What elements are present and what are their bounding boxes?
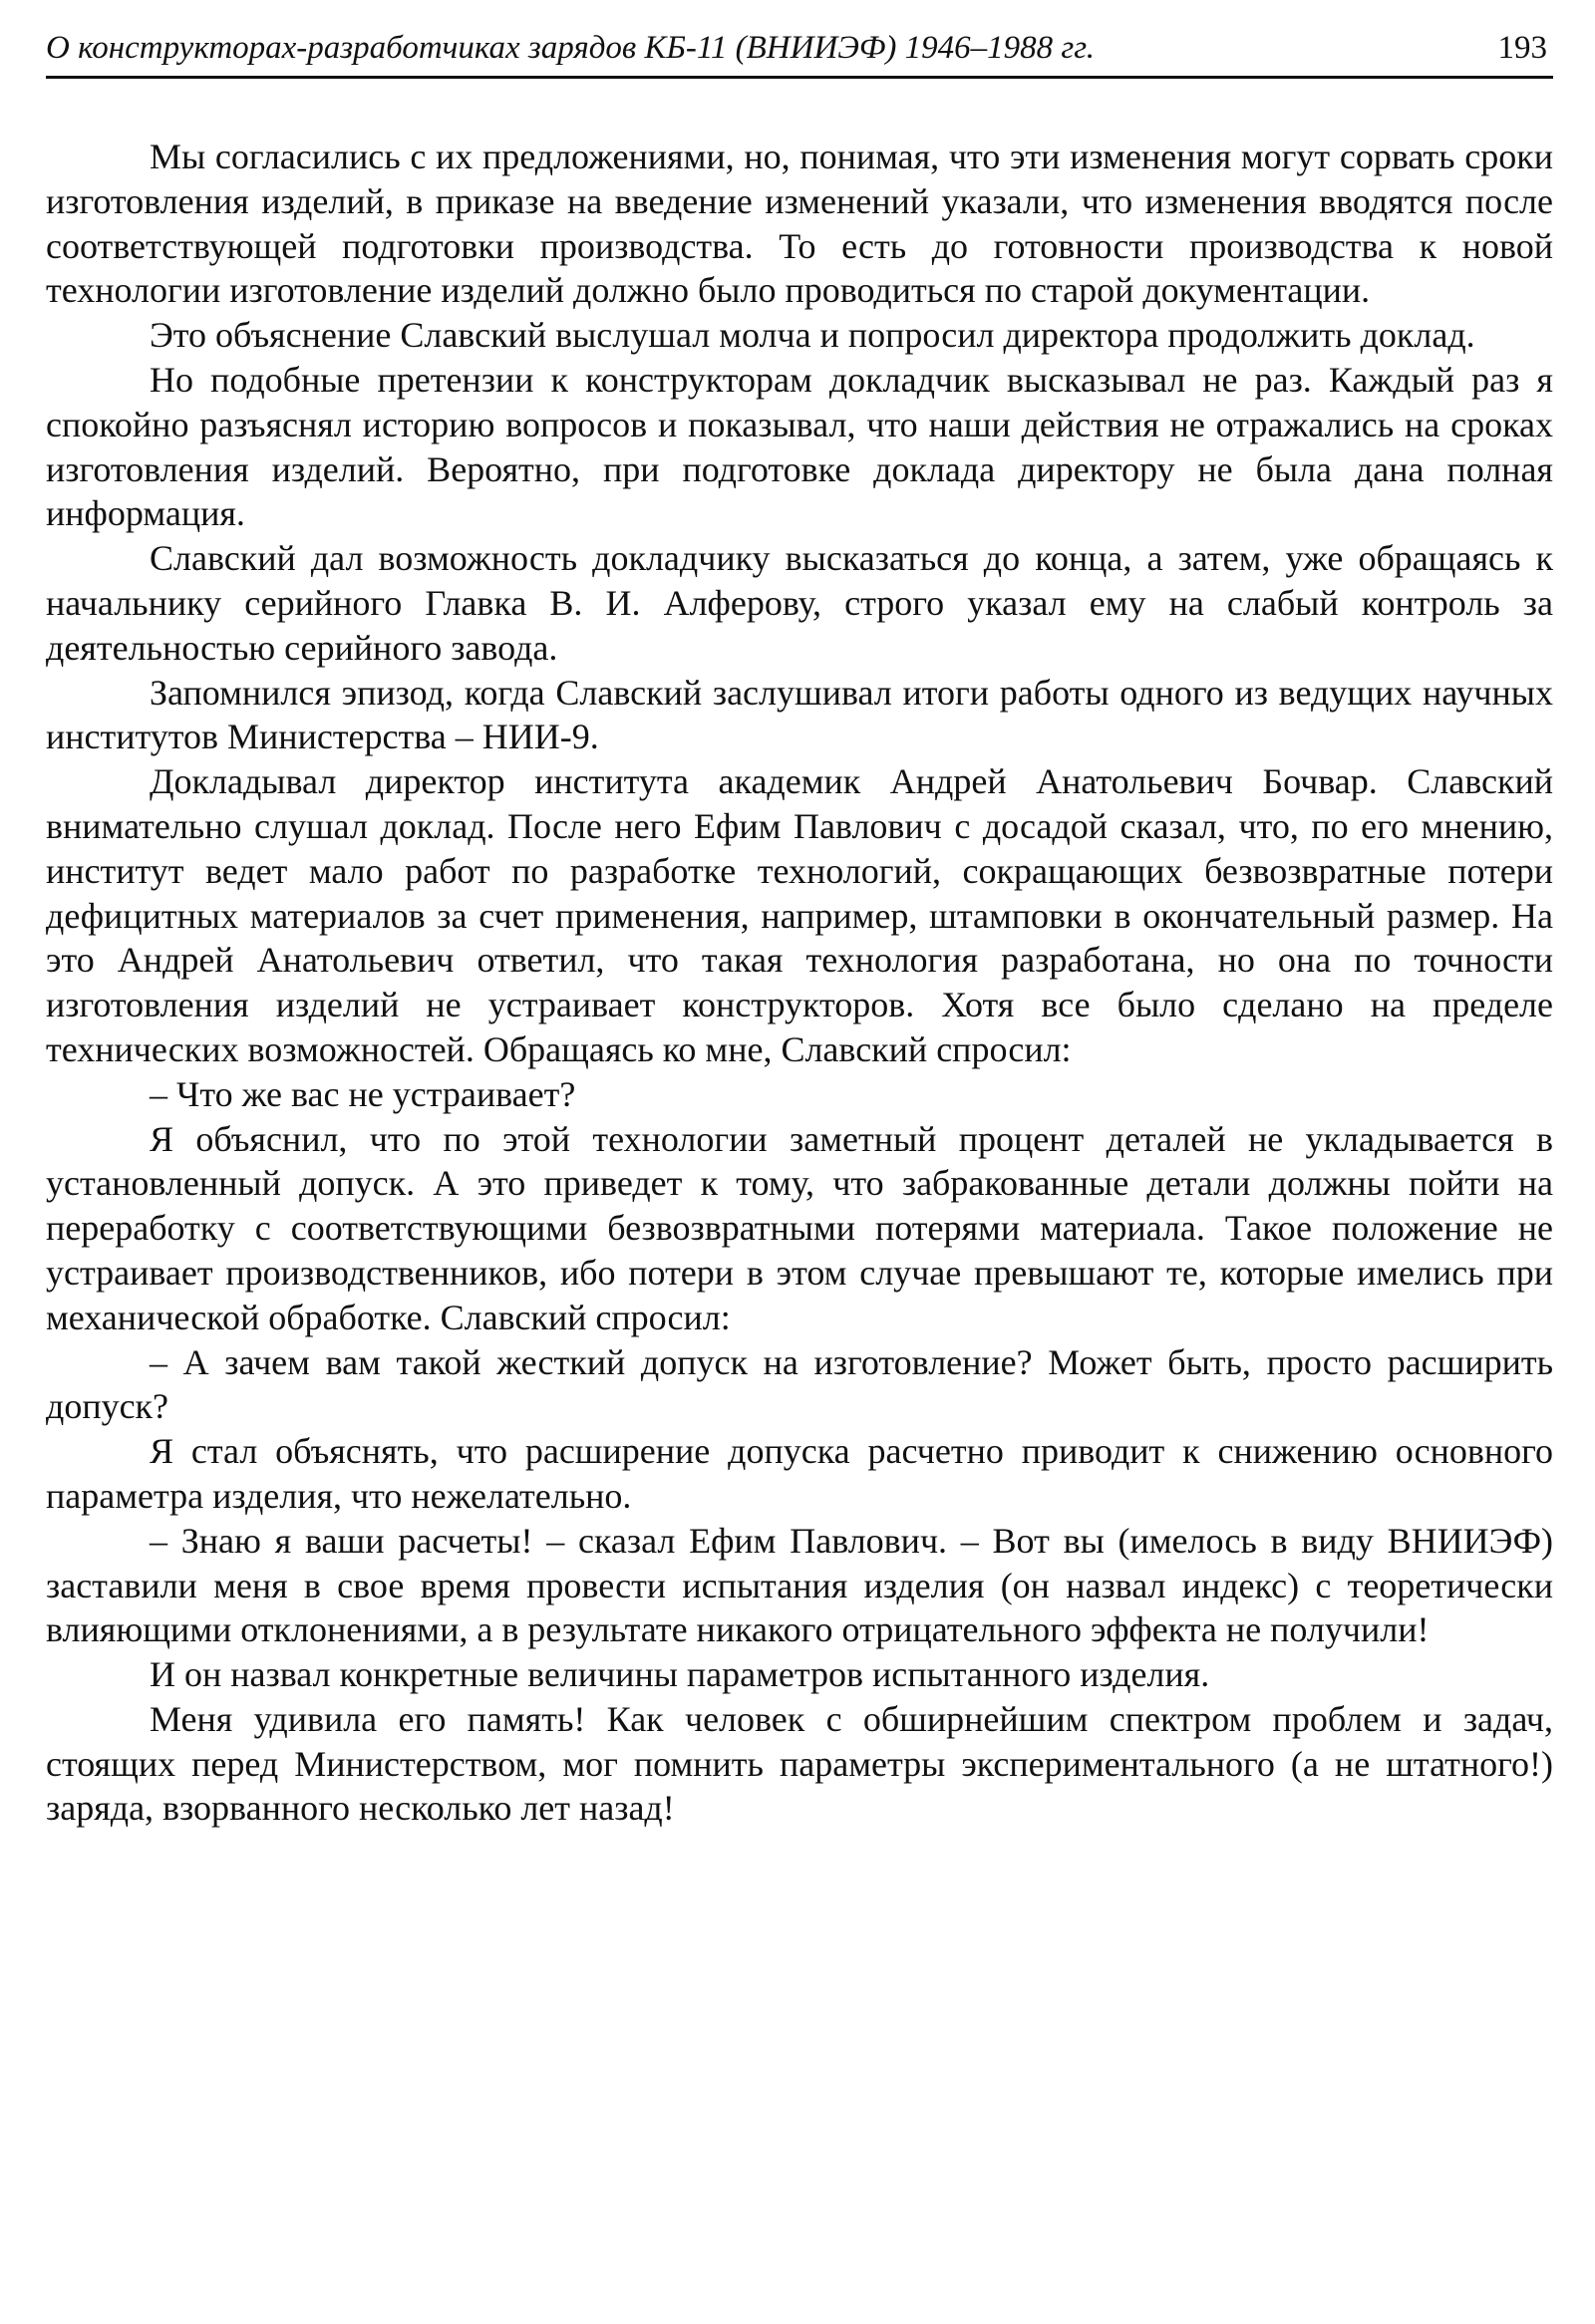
paragraph: Я объяснил, что по этой технологии заметный процент деталей не укладывается в установленный допуск. А это приведет к тому, что забракованные детали должны пойти на переработку с соответствующими безвозвратными потерями материала. Такое положение не устраивает производственников, ибо потери в этом случае превышают те, которые имелись при механической обработке. Славский спросил: [46, 1118, 1553, 1337]
paragraph: Запомнился эпизод, когда Славский заслушивал итоги работы одного из ведущих научных институтов Министерства – НИИ-9. [46, 672, 1553, 757]
dialogue-line: – А зачем вам такой жесткий допуск на изготовление? Может быть, просто расширить допуск? [46, 1341, 1553, 1427]
paragraph: Но подобные претензии к конструкторам докладчик высказывал не раз. Каждый раз я спокойно разъяснял историю вопросов и показывал, что наши действия не отражались на сроках изготовления изделий. Вероятно, при подготовке доклада директору не была дана полная информация. [46, 359, 1553, 534]
paragraph: Это объяснение Славский выслушал молча и попросил директора продолжить доклад. [150, 315, 1475, 356]
body-text [46, 135, 1553, 1831]
paragraph: Докладывал директор института академик Андрей Анатольевич Бочвар. Славский внимательно слушал доклад. После него Ефим Павлович с досадой сказал, что, по его мнению, институт ведет мало работ по разработке технологий, сокращающих безвозвратные потери дефицитных материалов за счет применения, например, штамповки в окончательный размер. На это Андрей Анатольевич ответил, что такая технология разработана, но она по точности изготовления изделий не устраивает конструкторов. Хотя все было сделано на пределе технических возможностей. Обращаясь ко мне, Славский спросил: [46, 761, 1553, 1069]
book-page [46, 28, 1553, 1831]
paragraph: Мы согласились с их предложениями, но, понимая, что эти изменения могут сорвать сроки изготовления изделий, в приказе на введение изменений указали, что изменения вводятся после соответствующей подготовки производства. То есть до готовности производства к новой технологии изготовление изделий должно было проводиться по старой документации. [46, 137, 1553, 311]
running-title: О конструкторах-разработчиках зарядов КБ-11 (ВНИИЭФ) 1946–1988 гг. [46, 30, 1095, 66]
paragraph: Славский дал возможность докладчику высказаться до конца, а затем, уже обращаясь к начальнику серийного Главка В. И. Алферову, строго указал ему на слабый контроль за деятельностью серийного завода. [46, 538, 1553, 668]
running-header [46, 28, 1553, 79]
dialogue-line: – Что же вас не устраивает? [150, 1073, 576, 1114]
page-number: 193 [1497, 30, 1547, 66]
paragraph: Я стал объяснять, что расширение допуска расчетно приводит к снижению основного параметра изделия, что нежелательно. [46, 1431, 1553, 1516]
paragraph: И он назвал конкретные величины параметров испытанного изделия. [150, 1654, 1210, 1695]
dialogue-line: – Знаю я ваши расчеты! – сказал Ефим Павлович. – Вот вы (имелось в виду ВНИИЭФ) заставили меня в свое время провести испытания изделия (он назвал индекс) с теоретически влияющими отклонениями, а в результате никакого отрицательного эффекта не получили! [46, 1520, 1553, 1650]
paragraph: Меня удивила его память! Как человек с обширнейшим спектром проблем и задач, стоящих перед Министерством, мог помнить параметры экспериментального (а не штатного!) заряда, взорванного несколько лет назад! [46, 1698, 1553, 1829]
